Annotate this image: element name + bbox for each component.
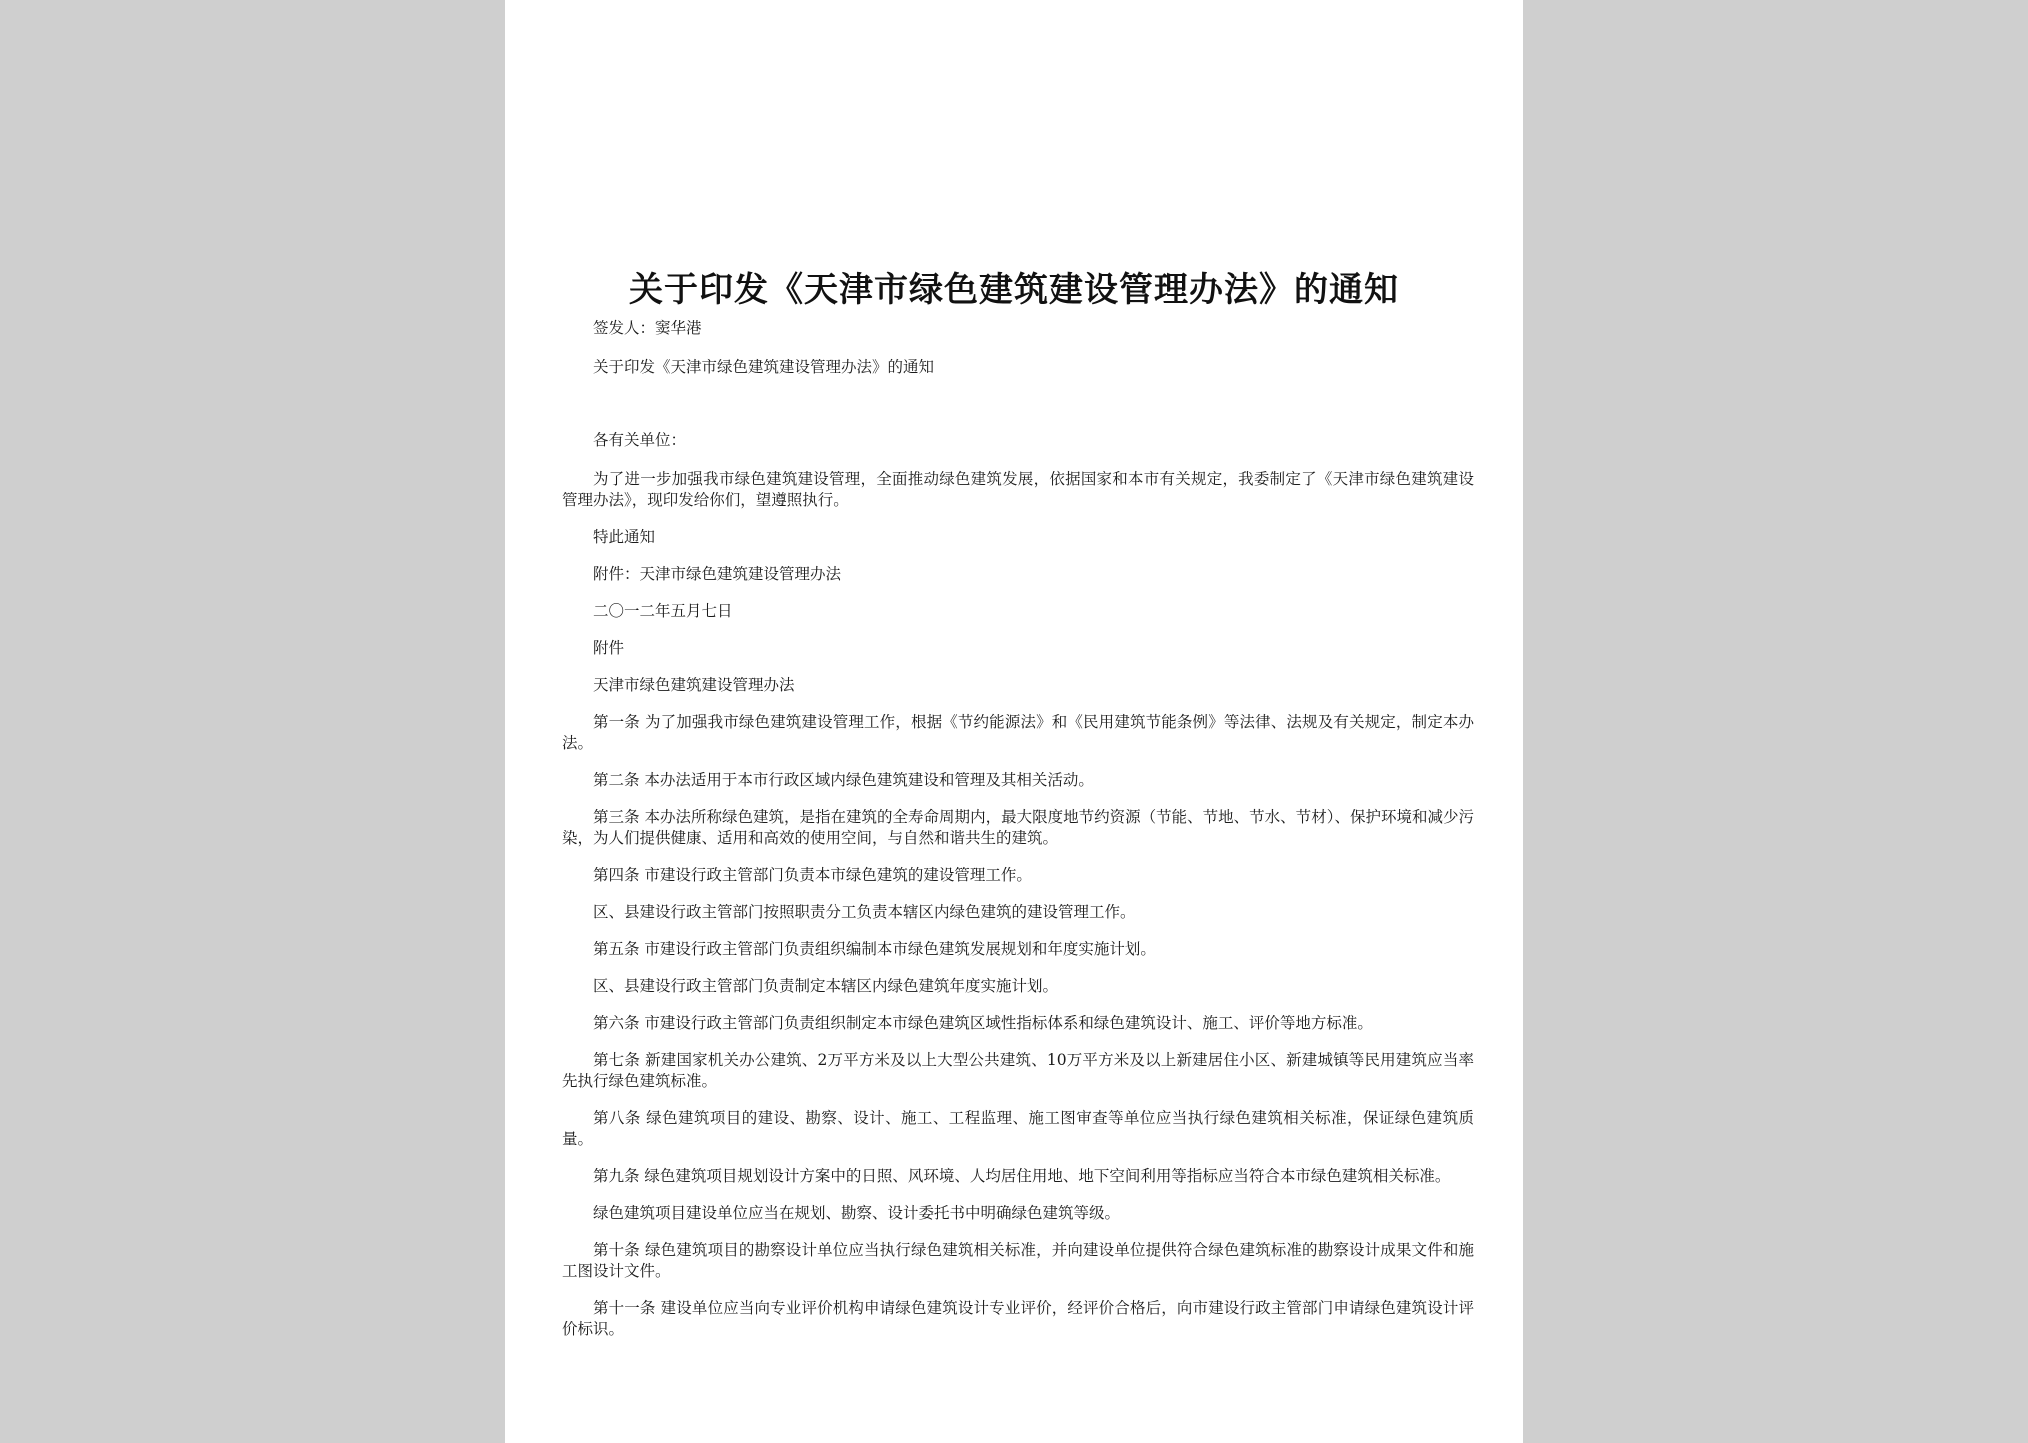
article-3: 第三条 本办法所称绿色建筑，是指在建筑的全寿命周期内，最大限度地节约资源（节能、节地、节水、节材）、保护环境和减少污染，为人们提供健康、适用和高效的使用空间，与自然和谐共生的建筑。 [562, 808, 1474, 847]
article-4-district: 区、县建设行政主管部门按照职责分工负责本辖区内绿色建筑的建设管理工作。 [593, 903, 1136, 921]
article-2: 第二条 本办法适用于本市行政区域内绿色建筑建设和管理及其相关活动。 [593, 771, 1094, 789]
article-9: 第九条 绿色建筑项目规划设计方案中的日照、风环境、人均居住用地、地下空间利用等指标应当符合本市绿色建筑相关标准。 [593, 1167, 1451, 1185]
document-title: 关于印发《天津市绿色建筑建设管理办法》的通知 [629, 270, 1399, 310]
paragraph-notice: 特此通知 [593, 528, 656, 546]
article-11: 第十一条 建设单位应当向专业评价机构申请绿色建筑设计专业评价，经评价合格后，向市建设行政主管部门申请绿色建筑设计评价标识。 [562, 1299, 1474, 1338]
paragraph-attachment-title: 天津市绿色建筑建设管理办法 [593, 676, 795, 694]
document-page [505, 0, 1523, 1443]
document-body [562, 318, 1474, 1356]
article-4: 第四条 市建设行政主管部门负责本市绿色建筑的建设管理工作。 [593, 866, 1032, 884]
article-5: 第五条 市建设行政主管部门负责组织编制本市绿色建筑发展规划和年度实施计划。 [593, 940, 1156, 958]
article-10: 第十条 绿色建筑项目的勘察设计单位应当执行绿色建筑相关标准，并向建设单位提供符合绿色建筑标准的勘察设计成果文件和施工图设计文件。 [562, 1241, 1474, 1280]
paragraph-attachment-label: 附件 [593, 639, 625, 657]
article-8: 第八条 绿色建筑项目的建设、勘察、设计、施工、工程监理、施工图审查等单位应当执行绿色建筑相关标准，保证绿色建筑质量。 [562, 1109, 1474, 1148]
article-1: 第一条 为了加强我市绿色建筑建设管理工作，根据《节约能源法》和《民用建筑节能条例》等法律、法规及有关规定，制定本办法。 [562, 713, 1474, 752]
paragraph-date: 二〇一二年五月七日 [593, 602, 733, 620]
article-7: 第七条 新建国家机关办公建筑、2万平方米及以上大型公共建筑、10万平方米及以上新建居住小区、新建城镇等民用建筑应当率先执行绿色建筑标准。 [562, 1051, 1474, 1090]
paragraph-attachment-ref: 附件：天津市绿色建筑建设管理办法 [593, 565, 842, 583]
article-5-district: 区、县建设行政主管部门负责制定本辖区内绿色建筑年度实施计划。 [593, 977, 1059, 995]
subtitle-line: 关于印发《天津市绿色建筑建设管理办法》的通知 [593, 358, 935, 376]
article-6: 第六条 市建设行政主管部门负责组织制定本市绿色建筑区域性指标体系和绿色建筑设计、施工、评价等地方标准。 [593, 1014, 1373, 1032]
signer-line: 签发人：窦华港 [593, 319, 702, 337]
salutation: 各有关单位： [593, 431, 687, 449]
article-9-grade: 绿色建筑项目建设单位应当在规划、勘察、设计委托书中明确绿色建筑等级。 [593, 1204, 1121, 1222]
paragraph-intro: 为了进一步加强我市绿色建筑建设管理，全面推动绿色建筑发展，依据国家和本市有关规定，我委制定了《天津市绿色建筑建设管理办法》，现印发给你们，望遵照执行。 [562, 470, 1474, 509]
